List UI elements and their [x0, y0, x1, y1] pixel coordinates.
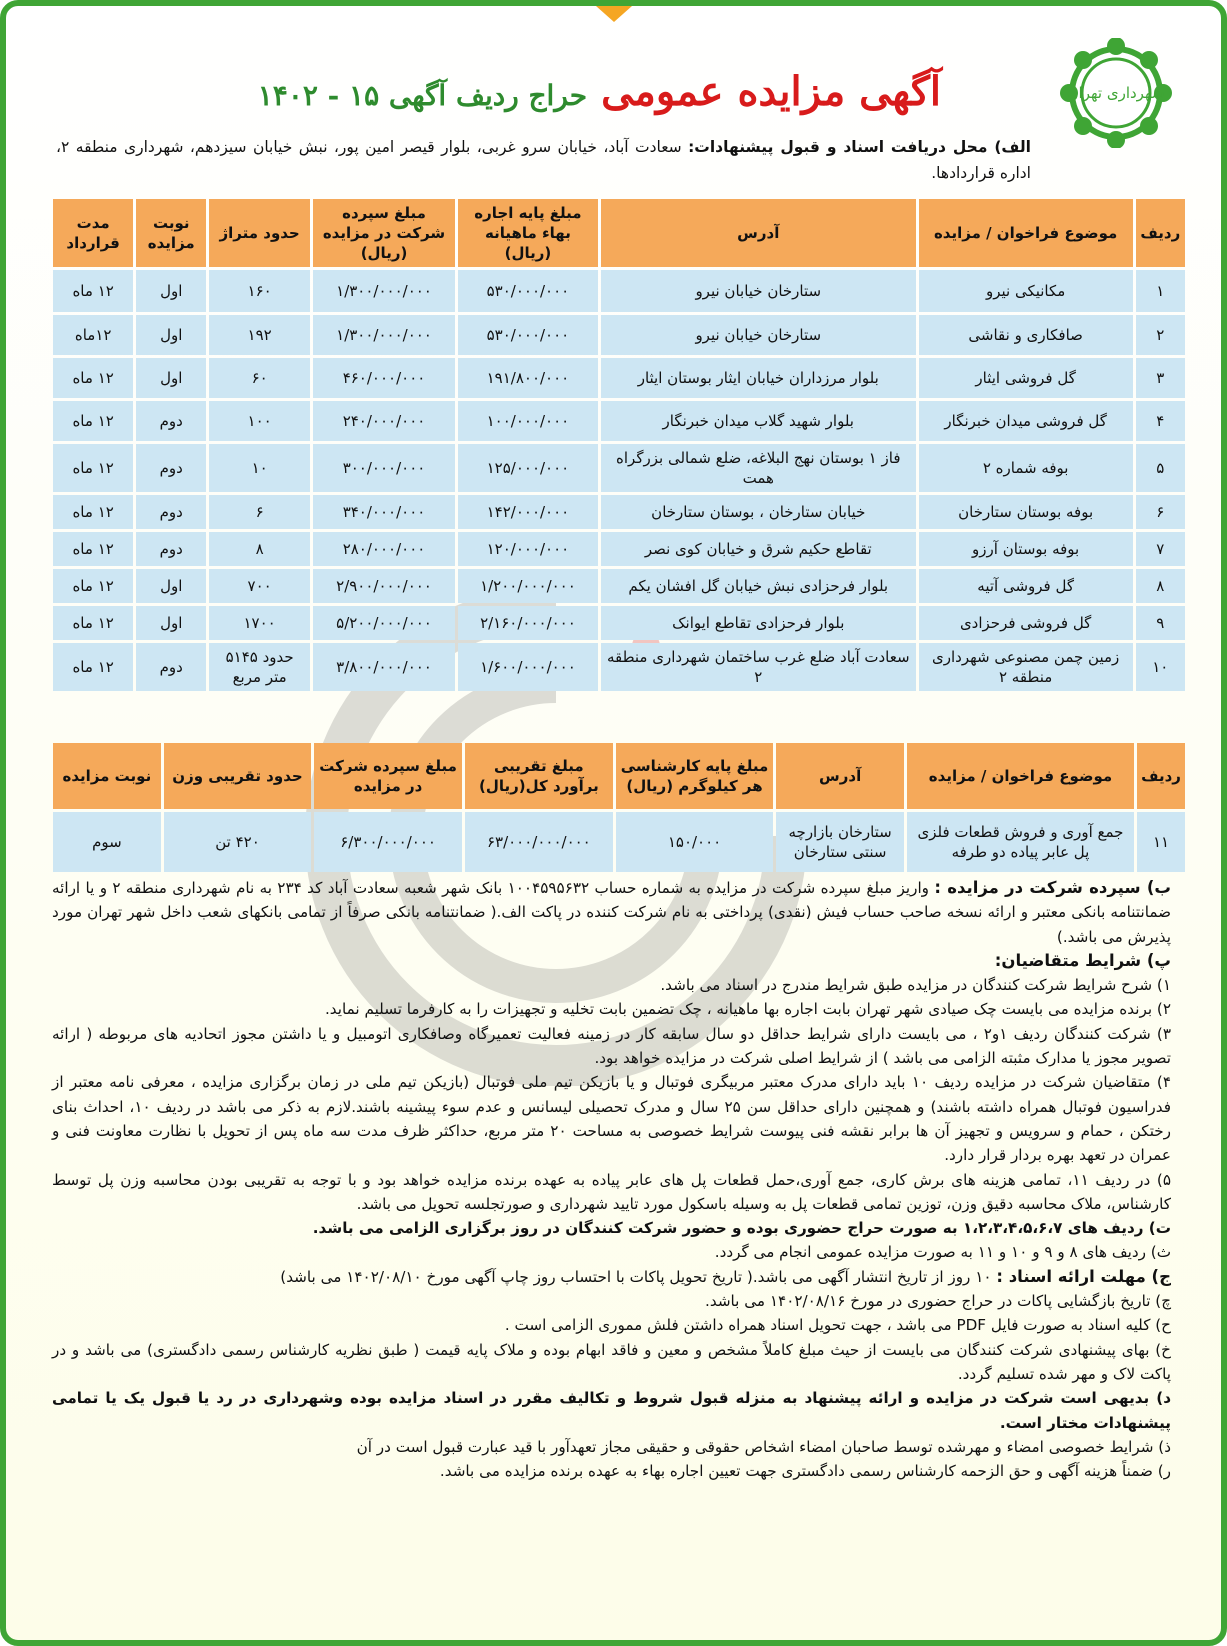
cell-area: ۶۰	[209, 358, 310, 398]
clause-re: ر) ضمناً هزینه آگهی و حق الزحمه کارشناس رسمی دادگستری جهت تعیین اجاره بهاء به عهده برنده مزایده می باشد.	[439, 1462, 1171, 1481]
condition-item: ۳) شرکت کنندگان ردیف ۱و۲ ، می بایست دارای شرایط حداقل دو سال سابقه کار در زمینه فعالیت تعمیرگاه وصافکاری اتومبیل و یا داشتن مجوز اتحادیه های مربوطه ( ارائه تصویر مجوز یا مدارک مثبته الزامی می باشد ) از شرایط اصلی شرکت در مزایده خواهد بود.	[52, 1024, 1171, 1068]
cell-price-per-kg: ۱۵۰/۰۰۰	[616, 812, 774, 872]
cell-duration: ۱۲ ماه	[53, 358, 133, 398]
header	[46, 32, 1181, 150]
table-row	[53, 270, 1185, 312]
cell-index: ۵	[1136, 444, 1185, 492]
title	[258, 68, 941, 115]
table-row	[53, 812, 1185, 872]
clause-t: ت) ردیف های ۱،۲،۳،۴،۵،۶،۷ به صورت حراج حضوری بوده و حضور شرکت کنندگان در روز برگزاری الزامی می باشد.	[312, 1219, 1171, 1238]
deadline-text: ۱۰ روز از تاریخ انتشار آگهی می باشد.( تاریخ تحویل پاکات با احتساب روز چاپ آگهی مورخ ۱۴۰۲/۰۸/۱۰ می باشد)	[280, 1267, 992, 1286]
cell-area: ۱۶۰	[209, 270, 310, 312]
cell-round: اول	[136, 270, 206, 312]
cell-deposit: ۵/۲۰۰/۰۰۰/۰۰۰	[313, 606, 455, 640]
cell-duration: ۱۲ ماه	[53, 444, 133, 492]
header-cell: حدود متراژ	[209, 199, 310, 267]
cell-base-price: ۱۰۰/۰۰۰/۰۰۰	[458, 401, 598, 441]
cell-address: بلوار شهید گلاب میدان خبرنگار	[601, 401, 916, 441]
conditions-heading: پ) شرایط متقاضیان:	[994, 950, 1171, 970]
header-cell: ردیف	[1137, 743, 1185, 809]
cell-area: ۱۷۰۰	[209, 606, 310, 640]
cell-address: ستارخان خیابان نیرو	[601, 315, 916, 355]
cell-subject: گل فروشی میدان خبرنگار	[919, 401, 1133, 441]
cell-round: دوم	[136, 495, 206, 529]
header-cell: موضوع فراخوان / مزایده	[907, 743, 1134, 809]
cell-round: سوم	[53, 812, 161, 872]
cell-address: سعادت آباد ضلع غرب ساختمان شهرداری منطقه ۲	[601, 643, 916, 691]
cell-address: بلوار فرحزادی نبش خیابان گل افشان یکم	[601, 569, 916, 603]
cell-address: خیابان ستارخان ، بوستان ستارخان	[601, 495, 916, 529]
cell-duration: ۱۲ ماه	[53, 495, 133, 529]
intro-paragraph	[56, 134, 1031, 186]
cell-index: ۱۱	[1137, 812, 1185, 872]
cell-round: اول	[136, 606, 206, 640]
header-cell: ردیف	[1136, 199, 1185, 267]
cell-base-price: ۵۳۰/۰۰۰/۰۰۰	[458, 315, 598, 355]
cell-base-price: ۱۹۱/۸۰۰/۰۰۰	[458, 358, 598, 398]
cell-duration: ۱۲ ماه	[53, 401, 133, 441]
cell-subject: بوفه بوستان آرزو	[919, 532, 1133, 566]
cell-address: تقاطع حکیم شرق و خیابان کوی نصر	[601, 532, 916, 566]
cell-address: فاز ۱ بوستان نهج البلاغه، ضلع شمالی بزرگراه همت	[601, 444, 916, 492]
cell-round: دوم	[136, 401, 206, 441]
cell-address: بلوار فرحزادی تقاطع ایوانک	[601, 606, 916, 640]
cell-area: حدود ۵۱۴۵ متر مربع	[209, 643, 310, 691]
cell-area: ۱۰۰	[209, 401, 310, 441]
cell-deposit: ۲/۹۰۰/۰۰۰/۰۰۰	[313, 569, 455, 603]
cell-base-price: ۱/۲۰۰/۰۰۰/۰۰۰	[458, 569, 598, 603]
clause-th: ث) ردیف های ۸ و ۹ و ۱۰ و ۱۱ به صورت مزایده عمومی انجام می گردد.	[714, 1243, 1171, 1262]
cell-base-price: ۱/۶۰۰/۰۰۰/۰۰۰	[458, 643, 598, 691]
cell-subject: گل فروشی ایثار	[919, 358, 1133, 398]
cell-duration: ۱۲ ماه	[53, 643, 133, 691]
terms-section	[52, 876, 1171, 1483]
header-cell: آدرس	[776, 743, 904, 809]
cell-duration: ۱۲ ماه	[53, 270, 133, 312]
cell-deposit: ۲۸۰/۰۰۰/۰۰۰	[313, 532, 455, 566]
logo-text: شهرداری تهران	[1067, 84, 1165, 102]
deposit-paragraph	[52, 876, 1171, 949]
condition-item: ۵) در ردیف ۱۱، تمامی هزینه های برش کاری، جمع آوری،حمل قطعات پل های عابر پیاده به عهده برنده مزایده خواهد بود و با توجه به تقریبی بودن محاسبه وزن پل توسط کارشناس، ملاک محاسبه دقیق وزن، توزین تمامی قطعات پل به وسیله باسکول مورد تایید شهرداری و صورتجلسه تحویل می باشد.	[52, 1170, 1171, 1213]
header-cell: آدرس	[601, 199, 916, 267]
header-cell: نوبت مزایده	[53, 743, 161, 809]
cell-area: ۶	[209, 495, 310, 529]
clause-he: ح) کلیه اسناد به صورت فایل PDF می باشد ، جهت تحویل اسناد همراه داشتن فلش مموری الزامی است .	[504, 1316, 1171, 1335]
cell-subject: گل فروشی آتیه	[919, 569, 1133, 603]
top-notch	[596, 6, 632, 22]
header-cell: مبلغ پایه اجاره بهاء ماهیانه (ریال)	[458, 199, 598, 267]
cell-estimate: ۶۳/۰۰۰/۰۰۰/۰۰۰	[465, 812, 613, 872]
cell-deposit: ۳/۸۰۰/۰۰۰/۰۰۰	[313, 643, 455, 691]
header-cell: مبلغ سپرده شرکت در مزایده	[314, 743, 462, 809]
cell-weight: ۴۲۰ تن	[164, 812, 311, 872]
deposit-label: ب) سپرده شرکت در مزایده :	[934, 878, 1172, 897]
condition-item: ۱) شرح شرایط شرکت کنندگان در مزایده طبق شرایط مندرج در اسناد می باشد.	[660, 976, 1171, 995]
cell-area: ۱۰	[209, 444, 310, 492]
cell-area: ۱۹۲	[209, 315, 310, 355]
cell-index: ۳	[1136, 358, 1185, 398]
cell-area: ۷۰۰	[209, 569, 310, 603]
cell-base-price: ۱۲۵/۰۰۰/۰۰۰	[458, 444, 598, 492]
header-cell: مبلغ سپرده شرکت در مزایده (ریال)	[313, 199, 455, 267]
header-cell: موضوع فراخوان / مزایده	[919, 199, 1133, 267]
clause-dal: د) بدیهی است شرکت در مزایده و ارائه پیشنهاد به منزله قبول شروط و تکالیف مقرر در اسناد مزایده بوده وشهرداری در رد یا قبول یک یا تمامی پیشنهادات مختار است.	[52, 1389, 1171, 1432]
table-row	[53, 532, 1185, 566]
title-sub: حراج ردیف آگهی ۱۵ - ۱۴۰۲	[257, 79, 588, 112]
cell-deposit: ۶/۳۰۰/۰۰۰/۰۰۰	[314, 812, 462, 872]
intro-text: سعادت آباد، خیابان سرو غربی، بلوار قیصر امین پور، نبش خیابان سیزدهم، شهرداری منطقه ۲، اداره قراردادها.	[56, 138, 1031, 182]
cell-deposit: ۱/۳۰۰/۰۰۰/۰۰۰	[313, 315, 455, 355]
cell-address: ستارخان خیابان نیرو	[601, 270, 916, 312]
cell-index: ۴	[1136, 401, 1185, 441]
cell-address: ستارخان بازارچه سنتی ستارخان	[776, 812, 904, 872]
deadline-paragraph	[52, 1265, 1171, 1289]
clause-che: چ) تاریخ بازگشایی پاکات در حراج حضوری در مورخ ۱۴۰۲/۰۸/۱۶ می باشد.	[705, 1292, 1171, 1311]
tehran-municipality-logo-icon	[1051, 38, 1181, 148]
cell-subject: بوفه شماره ۲	[919, 444, 1133, 492]
cell-duration: ۱۲ ماه	[53, 569, 133, 603]
cell-index: ۷	[1136, 532, 1185, 566]
table-row	[53, 358, 1185, 398]
cell-round: دوم	[136, 444, 206, 492]
cell-subject: زمین چمن مصنوعی شهرداری منطقه ۲	[919, 643, 1133, 691]
lease-auction-table	[50, 196, 1188, 694]
cell-round: دوم	[136, 643, 206, 691]
cell-base-price: ۱۴۲/۰۰۰/۰۰۰	[458, 495, 598, 529]
cell-round: اول	[136, 315, 206, 355]
cell-deposit: ۱/۳۰۰/۰۰۰/۰۰۰	[313, 270, 455, 312]
cell-index: ۱۰	[1136, 643, 1185, 691]
cell-address: بلوار مرزداران خیابان ایثار بوستان ایثار	[601, 358, 916, 398]
cell-deposit: ۳۴۰/۰۰۰/۰۰۰	[313, 495, 455, 529]
cell-subject: جمع آوری و فروش قطعات فلزی پل عابر پیاده دو طرفه	[907, 812, 1134, 872]
clause-zal: ذ) شرایط خصوصی امضاء و مهرشده توسط صاحبان امضاء اشخاص حقوقی و حقیقی مجاز تعهدآور با قید عبارت قبول است در آن	[356, 1437, 1171, 1456]
cell-duration: ۱۲ ماه	[53, 606, 133, 640]
table-header-row	[53, 199, 1185, 267]
cell-area: ۸	[209, 532, 310, 566]
title-main: آگهی مزایده عمومی	[601, 68, 941, 115]
table-row	[53, 643, 1185, 691]
condition-item: ۲) برنده مزایده می بایست چک صیادی شهر تهران بابت اجاره بها ماهیانه ، چک تضمین بابت تخلیه و تجهیزات را به کارفرما تسلیم نماید.	[324, 1000, 1171, 1019]
table-row	[53, 444, 1185, 492]
deadline-label: ج) مهلت ارائه اسناد :	[996, 1266, 1171, 1286]
header-cell: نوبت مزایده	[136, 199, 206, 267]
cell-subject: گل فروشی فرحزادی	[919, 606, 1133, 640]
cell-base-price: ۲/۱۶۰/۰۰۰/۰۰۰	[458, 606, 598, 640]
table-row	[53, 569, 1185, 603]
cell-subject: مکانیکی نیرو	[919, 270, 1133, 312]
table-row	[53, 606, 1185, 640]
cell-deposit: ۳۰۰/۰۰۰/۰۰۰	[313, 444, 455, 492]
intro-label: الف) محل دریافت اسناد و قبول پیشنهادات:	[688, 138, 1031, 156]
cell-deposit: ۲۴۰/۰۰۰/۰۰۰	[313, 401, 455, 441]
cell-duration: ۱۲ ماه	[53, 532, 133, 566]
deposit-text: واریز مبلغ سپرده شرکت در مزایده به شماره حساب ۱۰۰۴۵۹۵۶۳۲ بانک شهر شعبه سعادت آباد کد ۲۳۴ به نام شهرداری منطقه ۲ و یا ارائه ضمانتنامه بانکی معتبر و ارائه نسخه صاحب حساب فیش (نقدی) پرداختی به نام شرکت کننده در پاکت الف.( ضمانتنامه بانکی صرفاً از تمامی بانکهای شعب داخل شهر تهران مورد پذیرش می باشد.)	[52, 879, 1171, 946]
header-cell: مدت قرارداد	[53, 199, 133, 267]
condition-item: ۴) متقاضیان شرکت در مزایده ردیف ۱۰ باید دارای مدرک معتبر مربیگری فوتبال و یا بازیکن تیم ملی فوتبال (بازیکن تیم ملی در زمان برگزاری مزایده ، معرفی نامه معتبر از فدراسیون فوتبال همراه داشته باشند) و همچنین دارای حداقل سن ۲۵ سال و مدرک تحصیلی لیسانس و عدم سوء پیشینه باشند.لازم به ذکر می باشد در ردیف ۱۰، احداث بنای رختکن ، حمام و سرویس و تجهیز آن ها برابر نقشه فنی پیوست شرایط خصوصی به مساحت ۲۰ متر مربع، حداکثر ظرف مدت سه ماه پس از تحویل با نظارت معاونت فنی و عمران در تعهد بهره بردار قرار دارد.	[52, 1073, 1171, 1165]
cell-deposit: ۴۶۰/۰۰۰/۰۰۰	[313, 358, 455, 398]
table-header-row	[53, 743, 1185, 809]
cell-index: ۱	[1136, 270, 1185, 312]
header-cell: حدود تقریبی وزن	[164, 743, 311, 809]
cell-base-price: ۱۲۰/۰۰۰/۰۰۰	[458, 532, 598, 566]
header-cell: مبلغ پایه کارشناسی هر کیلوگرم (ریال)	[616, 743, 774, 809]
cell-base-price: ۵۳۰/۰۰۰/۰۰۰	[458, 270, 598, 312]
cell-round: اول	[136, 358, 206, 398]
table-row	[53, 315, 1185, 355]
clause-khe: خ) بهای پیشنهادی شرکت کنندگان می بایست از حیث مبلغ کاملاً مشخص و معین و فاقد ابهام بوده و ملاک پایه قیمت ( طبق نظریه کارشناس رسمی دادگستری) می باشد و در پاکت لاک و مهر شده تسلیم گردد.	[52, 1340, 1171, 1383]
cell-subject: بوفه بوستان ستارخان	[919, 495, 1133, 529]
cell-index: ۶	[1136, 495, 1185, 529]
cell-subject: صافکاری و نقاشی	[919, 315, 1133, 355]
cell-round: دوم	[136, 532, 206, 566]
cell-index: ۲	[1136, 315, 1185, 355]
table-row	[53, 401, 1185, 441]
cell-duration: ۱۲ماه	[53, 315, 133, 355]
table-row	[53, 495, 1185, 529]
cell-index: ۹	[1136, 606, 1185, 640]
cell-round: اول	[136, 569, 206, 603]
header-cell: مبلغ تقریبی برآورد کل(ریال)	[465, 743, 613, 809]
cell-index: ۸	[1136, 569, 1185, 603]
scrap-sale-table	[50, 740, 1188, 875]
